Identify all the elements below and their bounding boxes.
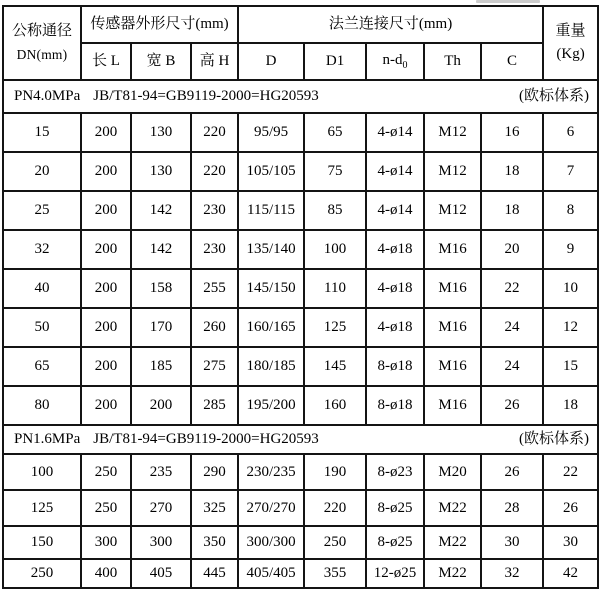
table-cell: 250: [81, 490, 131, 526]
table-cell: 220: [191, 113, 238, 152]
header-col-nd0-base: n-d: [382, 51, 403, 68]
table-cell: 195/200: [238, 386, 304, 425]
header-col-nd0-subscript: 0: [402, 59, 408, 71]
table-cell: 200: [81, 386, 131, 425]
table-cell: 350: [191, 526, 238, 559]
cropped-text-artifact: [476, 0, 540, 3]
table-cell: 325: [191, 490, 238, 526]
table-cell: 200: [81, 113, 131, 152]
table-cell: 75: [304, 152, 366, 191]
table-cell: 18: [543, 386, 598, 425]
header-dn-line1: 公称通径: [11, 23, 72, 39]
table-cell: 22: [481, 269, 543, 308]
table-cell: 220: [304, 490, 366, 526]
table-cell: 32: [481, 559, 543, 588]
table-cell: 50: [3, 308, 81, 347]
table-cell: 80: [3, 386, 81, 425]
table-cell: 200: [131, 386, 191, 425]
table-cell: 100: [304, 230, 366, 269]
table-cell: 4-ø18: [366, 308, 424, 347]
header-row-subcols: [3, 43, 598, 80]
table-cell: 26: [481, 454, 543, 490]
header-col-th: Th: [424, 43, 481, 80]
table-cell: 28: [481, 490, 543, 526]
table-cell: M12: [424, 113, 481, 152]
table-cell: 20: [481, 230, 543, 269]
header-col-d1: D1: [304, 43, 366, 80]
table-row: [3, 191, 598, 230]
table-cell: 250: [304, 526, 366, 559]
pn-rating: PN1.6MPa: [14, 431, 81, 448]
table-cell: 142: [131, 230, 191, 269]
table-cell: 65: [304, 113, 366, 152]
table-cell: 158: [131, 269, 191, 308]
table-cell: 115/115: [238, 191, 304, 230]
table-cell: 6: [543, 113, 598, 152]
table-cell: 8-ø23: [366, 454, 424, 490]
table-cell: 200: [81, 230, 131, 269]
table-row: [3, 559, 598, 588]
header-dn: [3, 6, 81, 80]
header-dn-line2: DN(mm): [16, 47, 68, 62]
table-cell: 135/140: [238, 230, 304, 269]
table-row: [3, 347, 598, 386]
table-cell: 300: [81, 526, 131, 559]
table-cell: 105/105: [238, 152, 304, 191]
table-cell: 10: [543, 269, 598, 308]
table-row: [3, 152, 598, 191]
table-cell: M16: [424, 347, 481, 386]
pn-rating: PN4.0MPa: [14, 88, 81, 105]
table-cell: 275: [191, 347, 238, 386]
table-cell: 200: [81, 191, 131, 230]
table-cell: 200: [81, 347, 131, 386]
table-cell: M16: [424, 308, 481, 347]
header-col-height: 高 H: [191, 43, 238, 80]
header-col-length: 长 L: [81, 43, 131, 80]
table-cell: 405: [131, 559, 191, 588]
table-cell: 40: [3, 269, 81, 308]
header-weight-line2: (Kg): [556, 46, 585, 62]
table-cell: 30: [543, 526, 598, 559]
table-cell: M16: [424, 230, 481, 269]
table-cell: 300: [131, 526, 191, 559]
spec-table: [2, 5, 599, 589]
table-cell: 12-ø25: [366, 559, 424, 588]
table-cell: 12: [543, 308, 598, 347]
standard-code: JB/T81-94=GB9119-2000=HG20593: [93, 88, 319, 105]
table-cell: 200: [81, 152, 131, 191]
table-cell: M22: [424, 526, 481, 559]
table-cell: 255: [191, 269, 238, 308]
table-cell: 170: [131, 308, 191, 347]
table-cell: 8-ø25: [366, 490, 424, 526]
table-cell: 235: [131, 454, 191, 490]
table-cell: 20: [3, 152, 81, 191]
table-cell: 22: [543, 454, 598, 490]
table-cell: 270/270: [238, 490, 304, 526]
table-row: [3, 308, 598, 347]
table-cell: 250: [3, 559, 81, 588]
header-col-nd0: [366, 43, 424, 80]
table-cell: 8-ø25: [366, 526, 424, 559]
table-cell: 405/405: [238, 559, 304, 588]
table-cell: 260: [191, 308, 238, 347]
header-col-d: D: [238, 43, 304, 80]
header-col-c: C: [481, 43, 543, 80]
table-cell: 4-ø18: [366, 269, 424, 308]
table-cell: 185: [131, 347, 191, 386]
table-cell: 300/300: [238, 526, 304, 559]
table-cell: M20: [424, 454, 481, 490]
table-cell: 145: [304, 347, 366, 386]
table-header: [3, 6, 598, 80]
table-cell: 42: [543, 559, 598, 588]
table-cell: 125: [304, 308, 366, 347]
table-cell: 18: [481, 191, 543, 230]
table-cell: M12: [424, 191, 481, 230]
table-cell: 290: [191, 454, 238, 490]
header-row-groups: [3, 6, 598, 43]
table-cell: M16: [424, 269, 481, 308]
table-cell: 110: [304, 269, 366, 308]
table-cell: 445: [191, 559, 238, 588]
table-row: [3, 490, 598, 526]
table-cell: 230: [191, 230, 238, 269]
table-cell: 30: [481, 526, 543, 559]
table-cell: M22: [424, 559, 481, 588]
table-row: [3, 269, 598, 308]
header-sensor-dims-group: 传感器外形尺寸(mm): [81, 6, 238, 43]
table-cell: 95/95: [238, 113, 304, 152]
table-cell: 4-ø14: [366, 152, 424, 191]
table-cell: 8-ø18: [366, 347, 424, 386]
table-cell: 142: [131, 191, 191, 230]
header-weight: [543, 6, 598, 80]
table-cell: 8-ø18: [366, 386, 424, 425]
table-cell: 8: [543, 191, 598, 230]
table-cell: 355: [304, 559, 366, 588]
table-cell: 200: [81, 308, 131, 347]
section-row: [3, 80, 598, 113]
table-cell: 130: [131, 152, 191, 191]
table-cell: 26: [481, 386, 543, 425]
table-cell: 160/165: [238, 308, 304, 347]
header-flange-dims-group: 法兰连接尺寸(mm): [238, 6, 543, 43]
table-cell: 230/235: [238, 454, 304, 490]
table-cell: 4-ø14: [366, 113, 424, 152]
table-cell: 4-ø14: [366, 191, 424, 230]
table-cell: 15: [543, 347, 598, 386]
section-cell: [3, 425, 598, 454]
table-cell: 200: [81, 269, 131, 308]
standard-note: (欧标体系): [519, 88, 590, 105]
table-cell: 18: [481, 152, 543, 191]
table-row: [3, 113, 598, 152]
standard-code: JB/T81-94=GB9119-2000=HG20593: [93, 431, 319, 448]
table-row: [3, 386, 598, 425]
table-cell: 180/185: [238, 347, 304, 386]
table-cell: 125: [3, 490, 81, 526]
table-cell: 4-ø18: [366, 230, 424, 269]
header-col-width: 宽 B: [131, 43, 191, 80]
section-row: [3, 425, 598, 454]
table-cell: 25: [3, 191, 81, 230]
table-cell: 16: [481, 113, 543, 152]
table-cell: 230: [191, 191, 238, 230]
table-row: [3, 454, 598, 490]
table-cell: 220: [191, 152, 238, 191]
table-cell: 285: [191, 386, 238, 425]
table-cell: 24: [481, 347, 543, 386]
table-cell: 65: [3, 347, 81, 386]
table-cell: 130: [131, 113, 191, 152]
standard-note: (欧标体系): [519, 431, 590, 448]
table-cell: 7: [543, 152, 598, 191]
header-weight-line1: 重量: [555, 23, 586, 39]
table-cell: 160: [304, 386, 366, 425]
table-cell: 190: [304, 454, 366, 490]
table-cell: 250: [81, 454, 131, 490]
table-cell: M22: [424, 490, 481, 526]
section-cell: [3, 80, 598, 113]
table-cell: 400: [81, 559, 131, 588]
table-cell: 145/150: [238, 269, 304, 308]
table-cell: 9: [543, 230, 598, 269]
table-cell: M16: [424, 386, 481, 425]
table-row: [3, 230, 598, 269]
table-cell: 150: [3, 526, 81, 559]
table-cell: 270: [131, 490, 191, 526]
table-cell: 100: [3, 454, 81, 490]
table-cell: 85: [304, 191, 366, 230]
table-cell: 24: [481, 308, 543, 347]
table-cell: 15: [3, 113, 81, 152]
table-cell: 32: [3, 230, 81, 269]
table-cell: M12: [424, 152, 481, 191]
table-cell: 26: [543, 490, 598, 526]
table-body: [3, 80, 598, 588]
table-row: [3, 526, 598, 559]
